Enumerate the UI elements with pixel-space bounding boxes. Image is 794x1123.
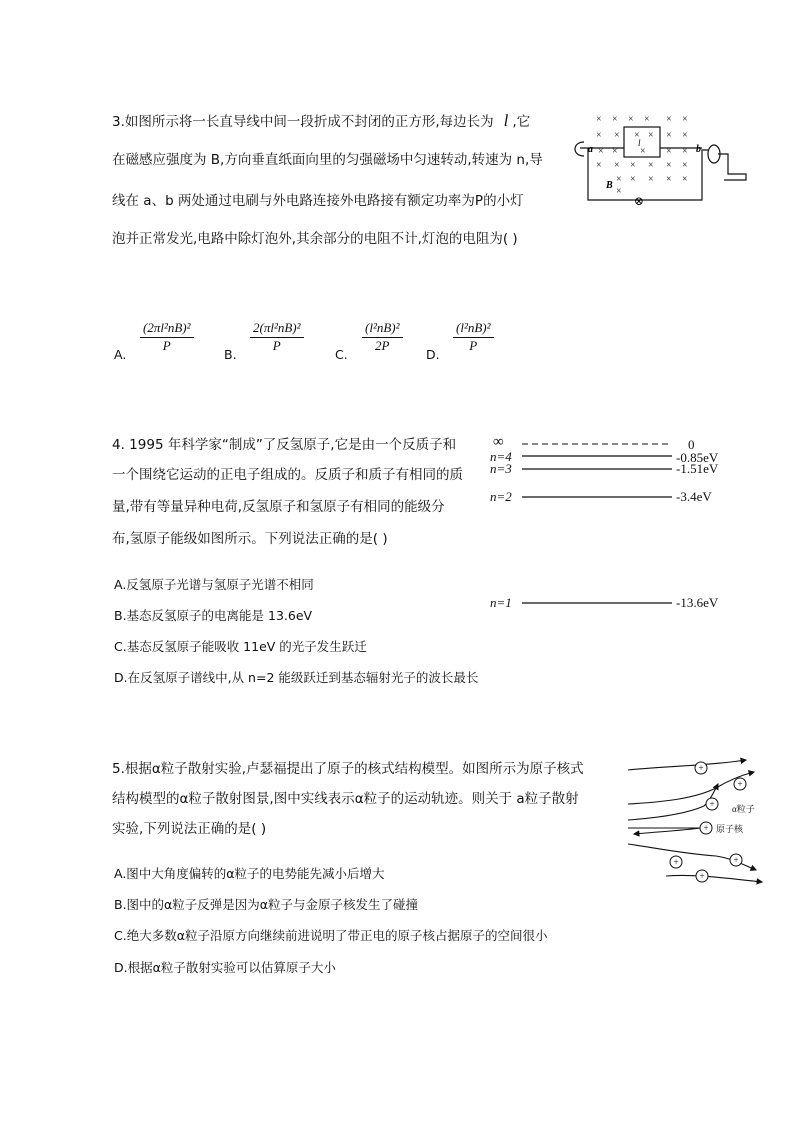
- q4-level-n1: n=1: [490, 595, 512, 610]
- q3-line-4: 泡并正常发光,电路中除灯泡外,其余部分的电阻不计,灯泡的电阻为( ): [112, 231, 518, 247]
- q5-plus-6: +: [733, 855, 739, 865]
- cross: ×: [666, 174, 672, 185]
- q3-option-d-label: D.: [426, 347, 440, 362]
- q5-track-6: [666, 875, 762, 882]
- q5-plus-3: +: [709, 799, 715, 809]
- q4-option-d: D.在反氢原子谱线中,从 n=2 能级跃迁到基态辐射光子的波长最长: [114, 670, 479, 685]
- q5-track-3: [628, 784, 718, 820]
- q3-crank: [718, 154, 746, 180]
- q3-line-2: 在磁感应强度为 B,方向垂直纸面向里的匀强磁场中匀速转动,转速为 n,导: [112, 152, 543, 168]
- q5-line-1: 5.根据α粒子散射实验,卢瑟福提出了原子的核式结构模型。如图所示为原子核式: [112, 761, 584, 777]
- q3-brush-left: [575, 142, 584, 156]
- q3-figure: [568, 112, 758, 210]
- q4-energy-n2: -3.4eV: [676, 489, 712, 504]
- q3-option-a-den: P: [162, 338, 171, 353]
- q3-option-d-num: (l²nB)²: [453, 320, 494, 338]
- cross: ×: [596, 130, 602, 141]
- q3-option-c-fraction: [362, 320, 403, 354]
- q4-option-a: A.反氢原子光谱与氢原子光谱不相同: [114, 577, 314, 592]
- q4-energy-n4: -0.85eV: [676, 450, 719, 465]
- cross: ×: [612, 146, 618, 157]
- q5-plus-4: +: [703, 823, 709, 833]
- q4-level-n4: n=4: [490, 449, 512, 464]
- cross: ×: [666, 160, 672, 171]
- q5-option-a: A.图中大角度偏转的α粒子的电势能先减小后增大: [114, 866, 385, 881]
- q3-label-b: b: [696, 144, 701, 155]
- q5-track-1: [628, 760, 746, 770]
- cross: ×: [644, 114, 650, 125]
- cross: ×: [614, 160, 620, 171]
- cross: ×: [682, 146, 688, 157]
- q3-l-symbol: l: [503, 111, 509, 130]
- q5-nucleus-label: 原子核: [716, 824, 744, 834]
- q5-alpha-label: α粒子: [732, 804, 755, 814]
- cross: ×: [640, 146, 646, 157]
- cross: ×: [666, 114, 672, 125]
- cross: ×: [596, 114, 602, 125]
- q4-energy-inf: 0: [688, 437, 695, 452]
- cross: ×: [628, 114, 634, 125]
- cross: ×: [630, 174, 636, 185]
- q4-line-4: 布,氢原子能级如图所示。下列说法正确的是( ): [112, 531, 388, 547]
- q5-plus-2: +: [737, 779, 743, 789]
- q5-option-c: C.绝大多数α粒子沿原方向继续前进说明了带正电的原子核占据原子的空间很小: [114, 928, 548, 943]
- q5-plus-7: +: [699, 871, 705, 881]
- q3-option-b-num: 2(πl²nB)²: [250, 320, 304, 338]
- cross: ×: [614, 130, 620, 141]
- q5-option-b: B.图中的α粒子反弹是因为α粒子与金原子核发生了碰撞: [114, 897, 419, 912]
- q4-level-n2: n=2: [490, 489, 512, 504]
- q3-line-1-text: 3.如图所示将一长直导线中间一段折成不封闭的正方形,每边长为: [112, 114, 494, 130]
- cross: ×: [648, 130, 654, 141]
- q4-energy-n3: -1.51eV: [676, 461, 719, 476]
- q3-option-b-den: P: [272, 338, 281, 353]
- cross: ×: [666, 146, 672, 157]
- q3-label-a: a: [588, 144, 593, 155]
- q5-plus-5: +: [673, 857, 679, 867]
- q5-line-2: 结构模型的α粒子散射图景,图中实线表示α粒子的运动轨迹。则关于 a粒子散射: [112, 791, 579, 807]
- q3-line-3: 线在 a、b 两处通过电刷与外电路连接外电路接有额定功率为P的小灯: [112, 193, 524, 209]
- q4-energy-n1: -13.6eV: [676, 595, 719, 610]
- cross: ×: [630, 160, 636, 171]
- q3-line-1-end: ,它: [512, 114, 531, 130]
- q5-plus-1: +: [698, 763, 704, 773]
- cross: ×: [682, 160, 688, 171]
- q3-option-d-den: P: [469, 338, 478, 353]
- q3-option-a-num: (2πl²nB)²: [140, 320, 194, 338]
- q3-option-a-label: A.: [114, 347, 127, 362]
- q3-option-c-num: (l²nB)²: [362, 320, 403, 338]
- q3-line-1: [112, 112, 530, 131]
- cross: ×: [596, 160, 602, 171]
- q4-option-b: B.基态反氢原子的电离能是 13.6eV: [114, 608, 313, 623]
- q3-lamp-icon: ⊗: [634, 194, 645, 208]
- q3-option-b-label: B.: [224, 347, 237, 362]
- q5-scattering-figure: [626, 752, 766, 892]
- cross: ×: [682, 130, 688, 141]
- q4-line-1: 4. 1995 年科学家“制成”了反氢原子,它是由一个反质子和: [112, 437, 457, 453]
- q3-option-c-den: 2P: [375, 338, 390, 353]
- cross: ×: [612, 114, 618, 125]
- cross: ×: [616, 174, 622, 185]
- q3-label-l: l: [638, 138, 641, 148]
- q3-option-b-fraction: [250, 320, 304, 354]
- cross: ×: [598, 146, 604, 157]
- cross: ×: [648, 160, 654, 171]
- q5-line-3: 实验,下列说法正确的是( ): [112, 821, 267, 837]
- cross: ×: [666, 130, 672, 141]
- cross: ×: [648, 174, 654, 185]
- q4-line-3: 量,带有等量异种电荷,反氢原子和氢原子有相同的能级分: [112, 499, 445, 515]
- q3-option-d-fraction: [453, 320, 494, 354]
- q4-level-n3: n=3: [490, 461, 512, 476]
- q5-option-d: D.根据α粒子散射实验可以估算原子大小: [114, 960, 336, 975]
- q4-energy-diagram: [486, 432, 736, 618]
- cross: ×: [682, 114, 688, 125]
- q4-option-c: C.基态反氢原子能吸收 11eV 的光子发生跃迁: [114, 639, 367, 654]
- cross: ×: [682, 174, 688, 185]
- cross: ×: [616, 186, 622, 197]
- q3-label-B: B: [606, 180, 613, 191]
- q4-level-n-inf: ∞: [493, 434, 504, 450]
- cross: ×: [634, 130, 640, 141]
- q5-track-4: [628, 828, 700, 834]
- q4-line-2: 一个围绕它运动的正电子组成的。反质子和质子有相同的质: [112, 467, 463, 483]
- q3-option-a-fraction: [140, 320, 194, 354]
- q3-option-c-label: C.: [335, 347, 348, 362]
